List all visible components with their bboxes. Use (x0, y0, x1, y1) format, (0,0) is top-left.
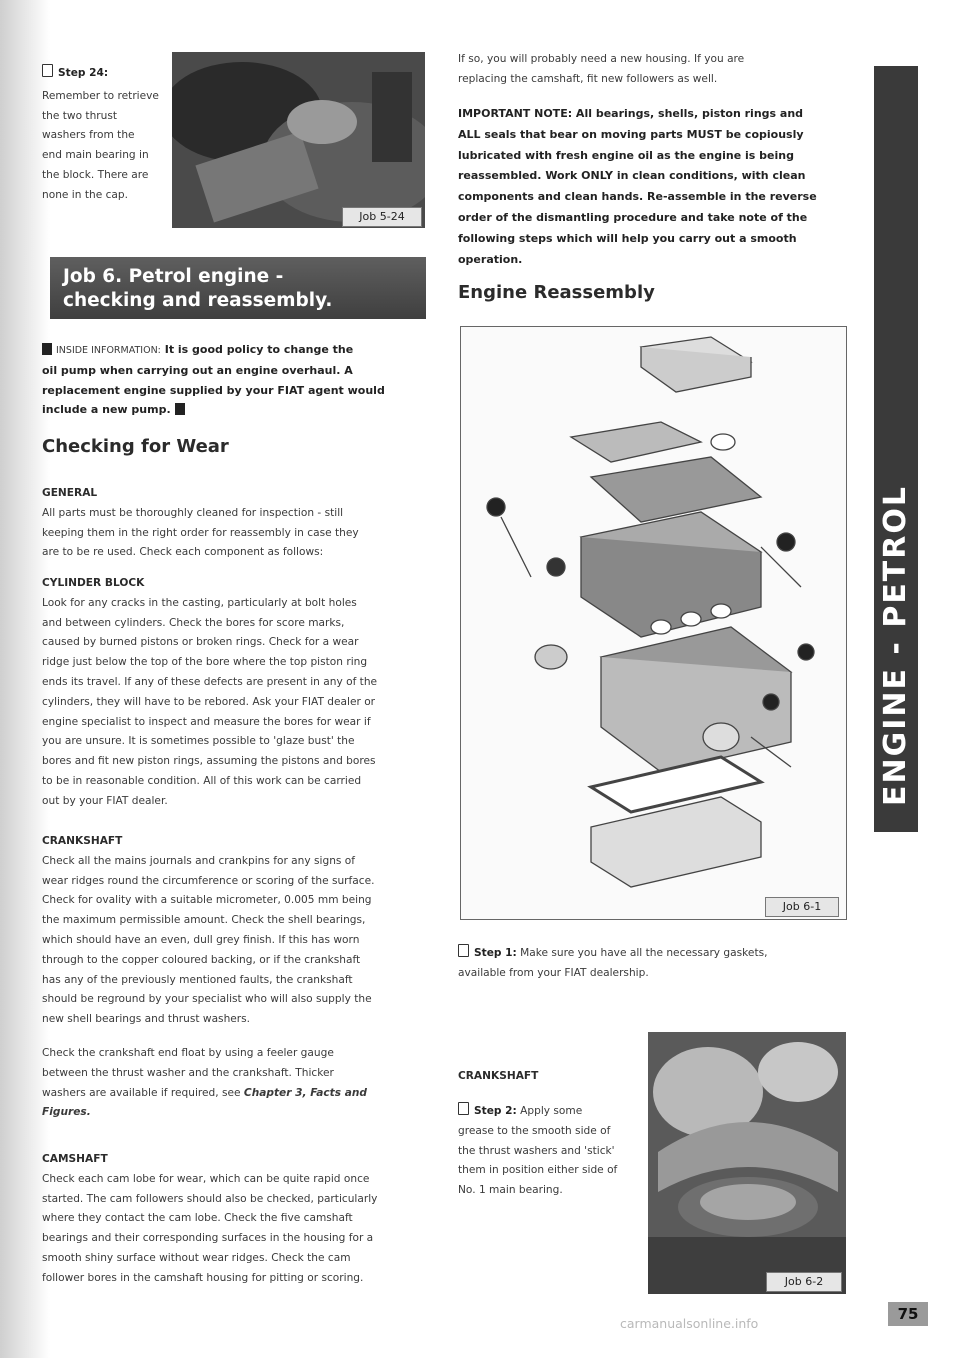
step-1-label: Step 1: (474, 947, 517, 959)
inside-info-line: oil pump when carrying out an engine overhaul. A (42, 363, 353, 377)
general-section (42, 484, 442, 563)
step-2-line: the thrust washers and 'stick' (458, 1144, 615, 1157)
crankshaft-line: washers are available if required, see (42, 1086, 244, 1099)
cylinder-block-line: to be in reasonable condition. All of this work can be carried (42, 774, 362, 787)
camshaft-line: started. The cam followers should also be checked, particularly (42, 1192, 378, 1205)
general-line: All parts must be thoroughly cleaned for inspection - still (42, 506, 344, 519)
cylinder-block-line: cylinders, they will have to be rebored. Ask your FIAT dealer or (42, 695, 376, 708)
camshaft-line: bearings and their corresponding surfaces in the housing for a (42, 1232, 374, 1245)
inside-info-line: replacement engine supplied by your FIAT agent would (42, 383, 385, 397)
job-title-line: Job 6. Petrol engine - (63, 266, 284, 287)
checkbox-icon (42, 64, 53, 77)
important-line: order of the dismantling procedure and take note of the (458, 210, 808, 224)
sidebar-text: ENGINE - PETROL (878, 485, 913, 806)
step-2-block (458, 1102, 648, 1201)
crankshaft-line: which should have an even, dull grey finish. If this has worn (42, 933, 360, 946)
camshaft-line: where they contact the cam lobe. Check the five camshaft (42, 1212, 353, 1225)
step-2-line: No. 1 main bearing. (458, 1184, 563, 1197)
important-line: IMPORTANT NOTE: All bearings, shells, piston rings and (458, 107, 804, 120)
step-2-line: grease to the smooth side of (458, 1124, 611, 1137)
step-24-line: washers from the (42, 129, 135, 142)
cylinder-block-line: bores and fit new piston rings, assuming the pistons and bores (42, 755, 376, 768)
important-line: components and clean hands. Re-assemble in the reverse (458, 190, 817, 204)
step-1-line: available from your FIAT dealership. (458, 966, 649, 979)
cylinder-block-line: and between cylinders. Check the bores for score marks, (42, 616, 345, 629)
camshaft-section (42, 1150, 442, 1289)
general-line: are to be re used. Check each component as follows: (42, 546, 324, 559)
camshaft-line: follower bores in the camshaft housing for pitting or scoring. (42, 1271, 364, 1284)
cylinder-block-section (42, 574, 442, 812)
crankshaft-line: Check all the mains journals and crankpins for any signs of (42, 854, 356, 867)
sidebar-vertical-text (878, 66, 914, 826)
crankshaft-line: new shell bearings and thrust washers. (42, 1013, 251, 1026)
camshaft-line: smooth shiny surface without wear ridges. Check the cam (42, 1251, 351, 1264)
checking-heading: Checking for Wear (42, 436, 229, 457)
crankshaft-line: between the thrust washer and the crankshaft. Thicker (42, 1066, 334, 1079)
reassembly-heading: Engine Reassembly (458, 282, 655, 303)
footer-watermark: carmanualsonline.info (620, 1316, 759, 1331)
important-line: ALL seals that bear on moving parts MUST be copiously (458, 127, 804, 141)
important-note (458, 104, 858, 270)
general-title: GENERAL (42, 487, 98, 499)
step-24-line: Remember to retrieve (42, 89, 159, 102)
job-title-line: checking and reassembly. (63, 290, 333, 311)
intro-text (458, 50, 858, 90)
step-2-line: Apply some (516, 1105, 583, 1117)
cylinder-block-title: CYLINDER BLOCK (42, 577, 145, 589)
photo-job-6-2 (648, 1032, 846, 1294)
inside-info-lead: INSIDE INFORMATION: (56, 345, 161, 356)
camshaft-title: CAMSHAFT (42, 1153, 108, 1165)
cylinder-block-line: engine specialist to inspect and measure the bores for wear if (42, 715, 371, 728)
chapter-reference: Figures. (42, 1106, 91, 1119)
important-line: following steps which will help you carry out a smooth (458, 231, 797, 245)
step-2-line: them in position either side of (458, 1164, 618, 1177)
inside-information (42, 340, 434, 420)
chapter-reference: Chapter 3, Facts and (243, 1086, 367, 1099)
important-line: operation. (458, 252, 523, 266)
inside-info-line: include a new pump. (42, 403, 171, 417)
intro-line: If so, you will probably need a new housing. If you are (458, 53, 745, 65)
step-2-label: Step 2: (474, 1105, 517, 1117)
important-line: reassembled. Work ONLY in clean conditions, with clean (458, 169, 806, 183)
cylinder-block-line: caused by burned pistons or broken rings. Check for a wear (42, 636, 359, 649)
crankshaft-line: the maximum permissible amount. Check the shell bearings, (42, 914, 366, 927)
crankshaft-line: should be reground by your specialist who will also supply the (42, 993, 372, 1006)
crankshaft-line: has any of the previously mentioned faults, the crankshaft (42, 973, 353, 986)
crankshaft-title: CRANKSHAFT (42, 835, 123, 847)
cylinder-block-line: you are unsure. It is sometimes possible to 'glaze bust' the (42, 735, 355, 748)
cylinder-block-line: Look for any cracks in the casting, particularly at bolt holes (42, 596, 357, 609)
step-24-line: none in the cap. (42, 188, 128, 201)
engine-photo-image (172, 52, 425, 228)
figure-tag: Job 6-1 (765, 897, 839, 917)
photo-tag: Job 6-2 (766, 1272, 842, 1292)
exploded-engine-diagram (461, 327, 846, 919)
step-1-block (458, 944, 858, 984)
page-number: 75 (888, 1302, 928, 1326)
chapter-sidebar (874, 66, 918, 832)
cylinder-block-line: ends its travel. If any of these defects are present in any of the (42, 675, 378, 688)
step-24-line: the two thrust (42, 109, 118, 122)
crankshaft-section (42, 832, 442, 1123)
important-line: lubricated with fresh engine oil as the engine is being (458, 148, 794, 162)
figure-job-6-1 (460, 326, 847, 920)
step-24-line: the block. There are (42, 168, 149, 181)
crankshaft-line: Check the crankshaft end float by using a feeler gauge (42, 1046, 334, 1059)
checkbox-icon (458, 1102, 469, 1115)
thrust-washer-photo (648, 1032, 846, 1294)
step-24-block (42, 64, 172, 206)
cylinder-block-line: ridge just below the top of the bore where the top piston ring (42, 656, 368, 669)
info-icon (175, 403, 185, 415)
step-24-label: Step 24: (58, 67, 109, 79)
photo-tag: Job 5-24 (342, 207, 422, 227)
cylinder-block-line: out by your FIAT dealer. (42, 794, 168, 807)
crankshaft-line: through to the copper coloured backing, or if the crankshaft (42, 953, 361, 966)
job-title-box (50, 257, 426, 319)
photo-job-5-24 (172, 52, 425, 228)
crankshaft-line: wear ridges round the circumference or scoring of the surface. (42, 874, 375, 887)
step-24-line: end main bearing in (42, 149, 149, 162)
intro-line: replacing the camshaft, fit new followers as well. (458, 72, 718, 85)
crankshaft-subhead: CRANKSHAFT (458, 1070, 539, 1082)
step-1-line: Make sure you have all the necessary gaskets, (516, 947, 768, 959)
info-icon (42, 343, 52, 355)
inside-info-line: It is good policy to change the (160, 343, 354, 356)
camshaft-line: Check each cam lobe for wear, which can be quite rapid once (42, 1172, 370, 1185)
general-line: keeping them in the right order for reassembly in case they (42, 526, 359, 539)
checkbox-icon (458, 944, 469, 957)
crankshaft-line: Check for ovality with a suitable micrometer, 0.005 mm being (42, 894, 372, 907)
